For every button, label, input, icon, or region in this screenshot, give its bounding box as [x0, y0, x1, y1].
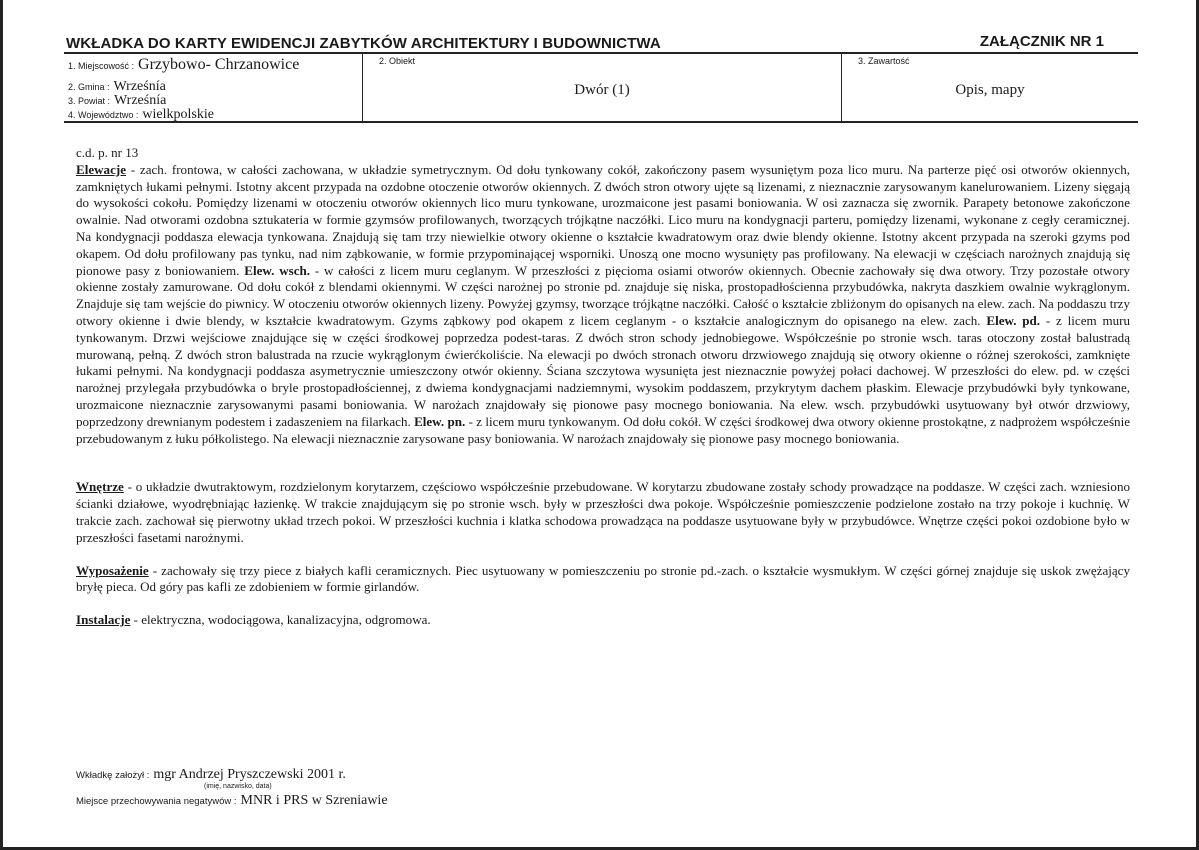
furnishings-paragraph [76, 563, 1130, 597]
contents-cell [842, 54, 1138, 121]
interior-text: - o układzie dwutraktowym, rozdzielonym korytarzem, częściowo współcześnie przebudowane. W korytarzu zbudowane zostały schody prowadzące na poddasze. W części zach. wzniesiono ścianki działowe, wyodrębniając łazienkę. W trakcie znajdującym się po stronie wsch. były w przeszłości dwa pokoje. Współcześnie pomieszczenie podzielone zostało na trzy pokoje i kuchnię. W trakcie zach. zachował się pierwotny układ trzech pokoi. W przeszłości kuchnia i klatka schodowa prowadząca na poddasze usytuowane były w przybudówce. Wnętrze części pokoi ozdobione było w przeszłości fasetami narożnymi. [76, 479, 1130, 545]
storage-line [76, 791, 388, 809]
paragraph-gap [76, 547, 1130, 563]
furnishings-heading: Wyposażenie [76, 562, 149, 578]
furnishings-text: - zachowały się trzy piece z białych kafli ceramicznych. Piec usytuowany w pomieszczeniu po stronie pd.-zach. o kształcie wysmukłym. W części górnej znajduje się uskok zwężający bryłę pieca. Od góry pas kafli ze zdobieniem w formie girlandów. [76, 562, 1130, 595]
installations-paragraph [76, 612, 1130, 629]
object-label: 2. Obiekt [379, 56, 416, 66]
elevations-text-north: - z licem muru tynkowanym. Od dołu cokół. W części środkowej dwa otwory okienne prostokątne, z nadprożem współcześnie przebudowanym z łuku półkolistego. Na elewacji nieznacznie zarysowane pasy boniowania. W narożach znajdowały się pionowe pasy mocnego boniowania. [76, 413, 1130, 446]
county-label: 3. Powiat : [68, 96, 111, 106]
contents-value: Opis, mapy [955, 82, 1025, 98]
location-cell [64, 54, 363, 121]
paragraph-gap [76, 463, 1130, 479]
location-row-town [68, 56, 299, 74]
object-cell [363, 54, 842, 121]
town-label: 1. Miejscowość : [68, 61, 135, 71]
storage-value: MNR i PRS w Szreniawie [240, 793, 388, 808]
author-line [76, 765, 346, 783]
author-value: mgr Andrzej Pryszczewski 2001 r. [153, 767, 346, 782]
elevations-heading: Elewacje [76, 161, 126, 177]
province-label: 4. Województwo : [68, 110, 139, 120]
town-value: Grzybowo- Chrzanowice [138, 56, 300, 73]
interior-heading: Wnętrze [76, 479, 124, 495]
east-elevation-heading: Elew. wsch. [244, 262, 311, 278]
county-value: Wrześnía [114, 93, 167, 108]
elevations-text-west: - zach. frontowa, w całości zachowana, w układzie symetrycznym. Od dołu tynkowany cokół, zakończony pasem wysuniętym poza lico muru. Na parterze pięć osi otworów okiennych, zamkniętych łukami pełnymi. Istotny akcent przypada na ozdobne otoczenie otworów okiennych. Z dwóch stron otwory ujęte są lizenami, z nieznacznie zarysowanym kanelurowaniem. Lizeny sięgają do wysokości cokołu. Pomiędzy lizenami w otoczeniu otworów okiennych lico muru tynkowane, urozmaicone jest pasami boniowania. W osi zaznacza się zwornik. Parapety betonowe zakończone owalnie. Nad otworami ozdobna sztukateria w formie gzymsów profilowanych, tworzących trójkątne naczółki. Lico muru na kondygnacji parteru, pomiędzy lizenami, wykonane z cegły ceramicznej. Na kondygnacji poddasza elewacja tynkowana. Znajdują się tam trzy niewielkie otwory okienne o kształcie kwadratowym oraz dwie blendy okienne. Istotny akcent przypada na szeroki gzyms pod okapem. Od dołu profilowany pas tynku, nad nim ząbkowanie, w formie przypominającej wsporniki. Unoszą one mocno wysunięty pas profilowany. Na elewacji w częściach narożnych znajdują się pionowe pasy z boniowaniem. [76, 161, 1130, 278]
north-elevation-heading: Elew. pn. [414, 413, 466, 429]
commune-label: 2. Gmina : [68, 82, 110, 92]
elevations-text-south: - z licem muru tynkowanym. Drzwi wejściowe znajdujące się w części środkowej poprzedza podest-taras. Z dwóch stron schody jednobiegowe. Współcześnie po stronie wsch. taras otoczony został balustradą murowaną, pełną. Z dwóch stron balustrada na rzucie wykrąglonym ćwierćkoliście. Na elewacji po dwóch stronach otworu drzwiowego znajdują się otwory okienne o różnej szerokości, zamknięte łukami pełnymi. Na kondygnacji poddasza asymetrycznie umieszczony otwór okienny. Ściana szczytowa wysunięta jest nieznacznie powyżej połaci dachowej. W przeszłości do elew. pd. w części narożnej przylegała przybudówka o bryle prostopadłościennej, z dwiema kondygnacjami nadziemnymi, wysokim poddaszem, przykrytym dachem płaskim. Elewacje przybudówki były tynkowane, urozmaicone nieznacznie zarysowanymi pasami boniowania. W narożach znajdowały się pionowe pasy mocnego boniowania. Na elew. wsch. przybudówki usytuowany był otwór drzwiowy, poprzedzony drewnianym podestem i zadaszeniem na filarkach. [76, 312, 1130, 429]
province-value: wielkpolskie [142, 107, 214, 122]
continued-note: c.d. p. nr 13 [76, 145, 139, 160]
contents-label: 3. Zawartość [858, 56, 910, 66]
paragraph-gap [76, 596, 1130, 612]
commune-value: Wrześnía [113, 79, 166, 94]
installations-text: - elektryczna, wodociągowa, kanalizacyjna, odgromowa. [130, 612, 431, 628]
storage-label: Miejsce przechowywania negatywów : [76, 796, 237, 807]
object-value: Dwór (1) [574, 82, 630, 98]
author-note: (imię, nazwisko, data) [204, 783, 272, 790]
description-body [76, 145, 1130, 629]
location-row-province [68, 105, 214, 123]
interior-paragraph [76, 479, 1130, 546]
info-table [64, 54, 1138, 123]
elevations-text-east: - w całości z licem muru ceglanym. W przeszłości z pięcioma osiami otworów okiennych. Obecnie zachowały się dwa otwory. Trzy pozostałe otwory okienne zostały zamurowane. Od dołu cokół z blendami okiennymi. W części narożnej po stronie pd. znajduje się niska, prostopadłościenna przybudówka, nakryta daszkiem owalnie wykrąglonym. Znajduje się tam wejście do piwnicy. W otoczeniu otworów okiennych lizeny. Powyżej gzymsy, tworzące trójkątne naczółki. Całość o kształcie zbliżonym do opisanych na elew. zach. Na poddaszu trzy otwory okienne i dwie blendy, w kształcie kwadratowym. Gzyms ząbkowy pod okapem z licem ceglanym - o kształcie analogicznym do opisanego na elew. zach. [76, 262, 1130, 328]
scan-border-left [0, 0, 3, 850]
south-elevation-heading: Elew. pd. [986, 312, 1041, 328]
document-title: WKŁADKA DO KARTY EWIDENCJI ZABYTKÓW ARCHITEKTURY I BUDOWNICTWA [66, 35, 661, 52]
elevations-paragraph [76, 162, 1130, 448]
paragraph-gap [76, 447, 1130, 463]
annex-label: ZAŁĄCZNIK NR 1 [979, 33, 1104, 50]
author-label: Wkładkę założył : [76, 770, 150, 781]
installations-heading: Instalacje [76, 612, 131, 628]
